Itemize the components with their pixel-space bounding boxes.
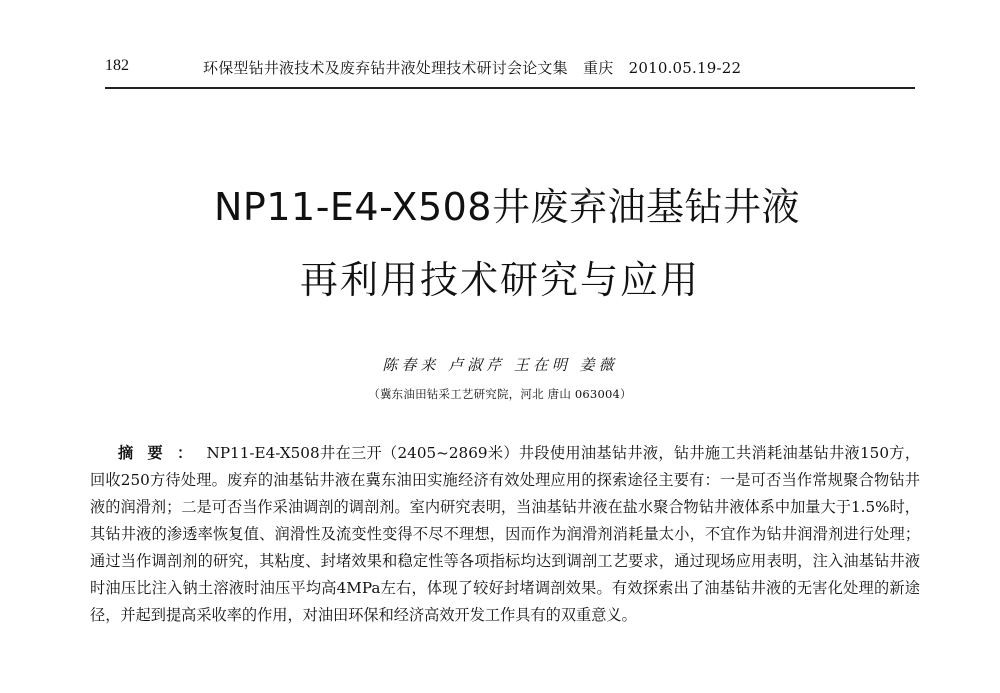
paper-title-line-1: NP11-E4-X508井废弃油基钻井液 [214,185,800,229]
page-header [105,49,915,89]
header-rule [105,87,915,89]
abstract-label: 摘要： [118,444,207,462]
abstract-text: NP11-E4-X508井在三开（2405~2869米）井段使用油基钻井液，钻井施工共消耗油基钻井液150方，回收250方待处理。废弃的油基钻井液在冀东油田实施经济有效处理应用的探索途径主要有：一是可否当作常规聚合物钻井液的润滑剂；二是可否当作采油调剖的调剖剂。室内研究表明，当油基钻井液在盐水聚合物钻井液体系中加量大于1.5%时，其钻井液的渗透率恢复值、润滑性及流变性变得不尽不理想，因而作为润滑剂消耗量太小，不宜作为钻井润滑剂进行处理；通过当作调剖剂的研究，其粘度、封堵效果和稳定性等各项指标均达到调剖工艺要求，通过现场应用表明，注入油基钻井液时油压比注入钠土溶液时油压平均高4MPa左右，体现了较好封堵调剖效果。有效探索出了油基钻井液的无害化处理的新途径，并起到提高采收率的作用，对油田环保和经济高效开发工作具有的双重意义。 [90,444,921,624]
page-number: 182 [105,57,129,74]
abstract [90,440,920,629]
authors: 陈春来 卢淑芹 王在明 姜薇 [382,356,618,374]
running-head: 环保型钻井液技术及废弃钻井液处理技术研讨会论文集 重庆 2010.05.19-22 [203,59,742,77]
paper-title-line-2: 再利用技术研究与应用 [299,258,700,302]
affiliation: （冀东油田钻采工艺研究院，河北 唐山 063004） [368,387,632,401]
